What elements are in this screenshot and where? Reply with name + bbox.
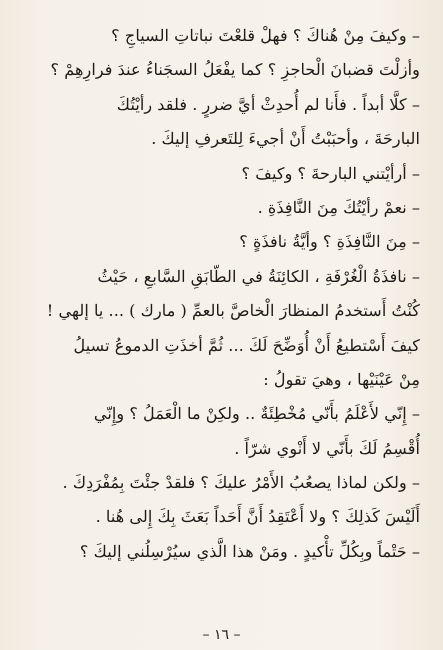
text-line: – وكيفَ مِنْ هُناكَ ؟ فهلْ قلعْتَ نباتاتِ السياجِ ؟ bbox=[111, 26, 420, 45]
text-line: – أرأيْتني البارحةَ ؟ وكيفَ ؟ bbox=[241, 163, 420, 183]
text-line: – ولكن لماذا يصعُبُ الأَمْرُ عليكَ ؟ فلقدْ جئْتَ بِمُفْرَدِكَ . bbox=[62, 473, 420, 493]
text-line: – نافذَةُ الْغُرْفَةِ ، الكائِنَةُ في الطّابَقِ السَّابعِ ، حَيْثُ bbox=[97, 266, 420, 286]
text-line: البارحَةَ ، وأحبَبْتُ أَنْ أجيءَ لِلتَعرفِ إليكَ . bbox=[151, 129, 420, 149]
text-line: – إِنّي لأَعْلَمُ بأَنّي مُخْطِئَةٌ .. ولكِنْ ما الْعَمَلُ ؟ وإِنّي bbox=[93, 404, 420, 424]
text-line: مِنْ عَيْنَيْها ، وهيَ تقولُ : bbox=[263, 369, 420, 389]
text-line: أُقْسِمُ لَكَ بأَنّي لا أَنْوي شرّاً . bbox=[234, 438, 420, 458]
text-line: أَلَيْسَ كَذلِكَ ؟ ولا أَعْتَقِدُ أَنَّ أَحَداً بَعَثَ بِكَ إِلى هُنا . bbox=[95, 507, 420, 527]
page-number: – ١٦ – bbox=[202, 627, 241, 643]
page-text bbox=[30, 19, 420, 569]
text-line: – كلَّا أبداً . فأَنا لم أُحدِثْ أيَّ ضررٍ . فلقد رأيْتُكَ bbox=[116, 94, 420, 114]
text-line: – مِنَ النَّافِذَةِ ؟ وأيَّةُ نافذَةٍ ؟ bbox=[239, 232, 420, 252]
text-line: – حَتْماً وبِكُلِّ تأْكيدٍ . ومَنْ هذا الَّذي سيُرْسِلُني إليكَ ؟ bbox=[79, 541, 420, 561]
text-line: وأزلْتَ قضبانَ الْحاجزِ ؟ كما يفْعَلُ السجَناءُ عندَ فرارِهِمْ ؟ bbox=[50, 60, 420, 80]
text-line: كُنْتُ أَستخدمُ المنظارَ الْخاصَّ بالعمِّ ( مارك ) ... يا إلهي ! bbox=[46, 301, 420, 321]
text-line: – نعمْ رأيْتُكَ مِنَ النَّافِذَةِ . bbox=[257, 197, 420, 217]
text-line: كيفَ أَسْتطيعُ أَنْ أُوَضِّحَ لَكَ ... ثُمَّ أخذَتِ الدموعُ تسيلُ bbox=[73, 335, 420, 355]
